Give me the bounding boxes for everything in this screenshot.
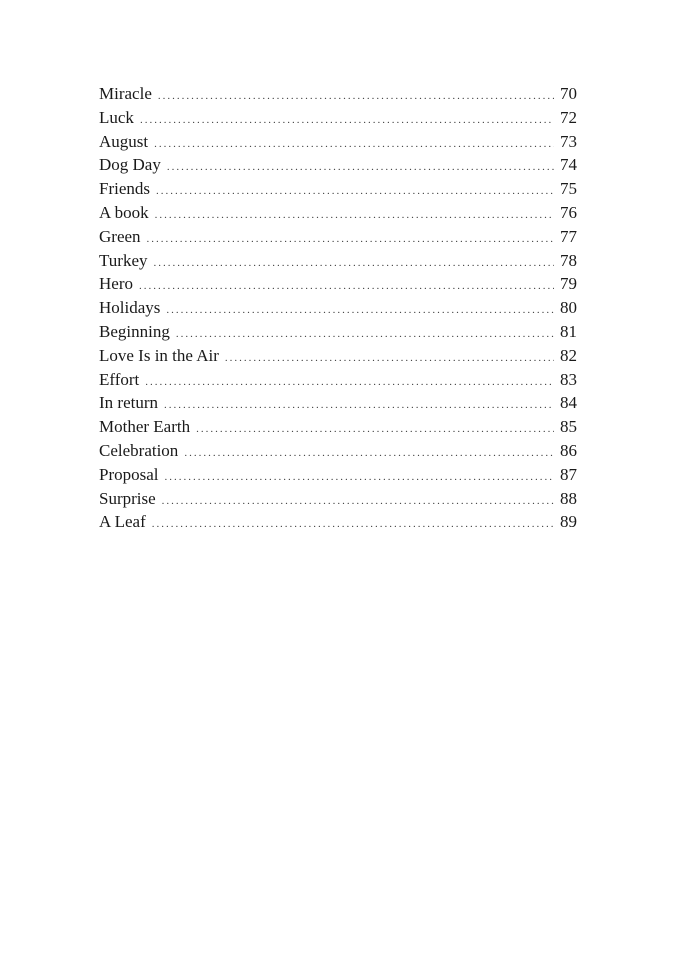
dot-leader [147, 233, 554, 245]
toc-entry-title: Proposal [99, 464, 159, 484]
toc-entry [99, 132, 577, 156]
toc-entry-page-number: 75 [560, 179, 577, 199]
toc-entry-page-number: 73 [560, 131, 577, 151]
toc-entry-page-number: 84 [560, 393, 577, 413]
toc-entry [99, 274, 577, 298]
toc-entry-page-number: 77 [560, 226, 577, 246]
dot-leader [162, 495, 554, 507]
dot-leader [145, 376, 554, 388]
toc-entry-title: In return [99, 393, 159, 413]
toc-entry-title: Miracle [99, 84, 152, 103]
toc-entry [99, 203, 577, 227]
toc-entry [99, 322, 577, 346]
toc-entry-title: Luck [99, 107, 134, 127]
toc-entry-page-number: 88 [560, 488, 577, 508]
dot-leader [156, 185, 554, 197]
dot-leader [154, 257, 555, 269]
toc-entry-title: Dog Day [99, 155, 161, 175]
toc-entry-page-number: 86 [560, 440, 577, 460]
toc-entry-page-number: 80 [560, 298, 577, 318]
toc-entry [99, 441, 577, 465]
toc-entry-title: Turkey [99, 250, 148, 270]
dot-leader [139, 280, 554, 292]
toc-entry-title: August [99, 131, 149, 151]
dot-leader [225, 352, 554, 364]
toc-entry-page-number: 81 [560, 321, 577, 341]
toc-entry-page-number: 70 [560, 84, 577, 103]
toc-entry [99, 417, 577, 441]
dot-leader [196, 423, 554, 435]
dot-leader [152, 518, 554, 530]
toc-entry-page-number: 76 [560, 202, 577, 222]
dot-leader [155, 209, 554, 221]
toc-entry [99, 155, 577, 179]
toc-entry-title: Celebration [99, 440, 179, 460]
toc-entry [99, 512, 577, 536]
toc-entry [99, 489, 577, 513]
toc-entry-title: A book [99, 202, 149, 222]
toc-entry [99, 251, 577, 275]
toc-entry [99, 393, 577, 417]
toc-entry [99, 346, 577, 370]
toc-entry-title: A Leaf [99, 512, 146, 532]
toc-entry-page-number: 72 [560, 107, 577, 127]
toc-entry-title: Hero [99, 274, 133, 294]
toc-entry-page-number: 82 [560, 345, 577, 365]
dot-leader [158, 90, 554, 102]
toc-entry-page-number: 89 [560, 512, 577, 532]
toc-entry-title: Surprise [99, 488, 156, 508]
toc-entry-title: Green [99, 226, 141, 246]
table-of-contents [99, 84, 577, 536]
toc-entry [99, 370, 577, 394]
toc-entry-page-number: 83 [560, 369, 577, 389]
toc-entry [99, 465, 577, 489]
toc-entry [99, 227, 577, 251]
toc-entry [99, 179, 577, 203]
toc-entry-title: Holidays [99, 298, 161, 318]
toc-entry-page-number: 85 [560, 417, 577, 437]
toc-entry [99, 108, 577, 132]
toc-entry-page-number: 74 [560, 155, 577, 175]
dot-leader [167, 161, 554, 173]
toc-entry [99, 298, 577, 322]
toc-entry [99, 84, 577, 108]
toc-entry-title: Love Is in the Air [99, 345, 219, 365]
toc-entry-title: Beginning [99, 321, 170, 341]
toc-entry-page-number: 87 [560, 464, 577, 484]
toc-entry-page-number: 78 [560, 250, 577, 270]
dot-leader [176, 328, 554, 340]
dot-leader [184, 447, 554, 459]
dot-leader [154, 138, 554, 150]
toc-entry-title: Mother Earth [99, 417, 191, 437]
dot-leader [165, 471, 555, 483]
dot-leader [140, 114, 554, 126]
toc-entry-page-number: 79 [560, 274, 577, 294]
dot-leader [164, 399, 554, 411]
dot-leader [166, 304, 554, 316]
toc-entry-title: Effort [99, 369, 140, 389]
toc-entry-title: Friends [99, 179, 150, 199]
